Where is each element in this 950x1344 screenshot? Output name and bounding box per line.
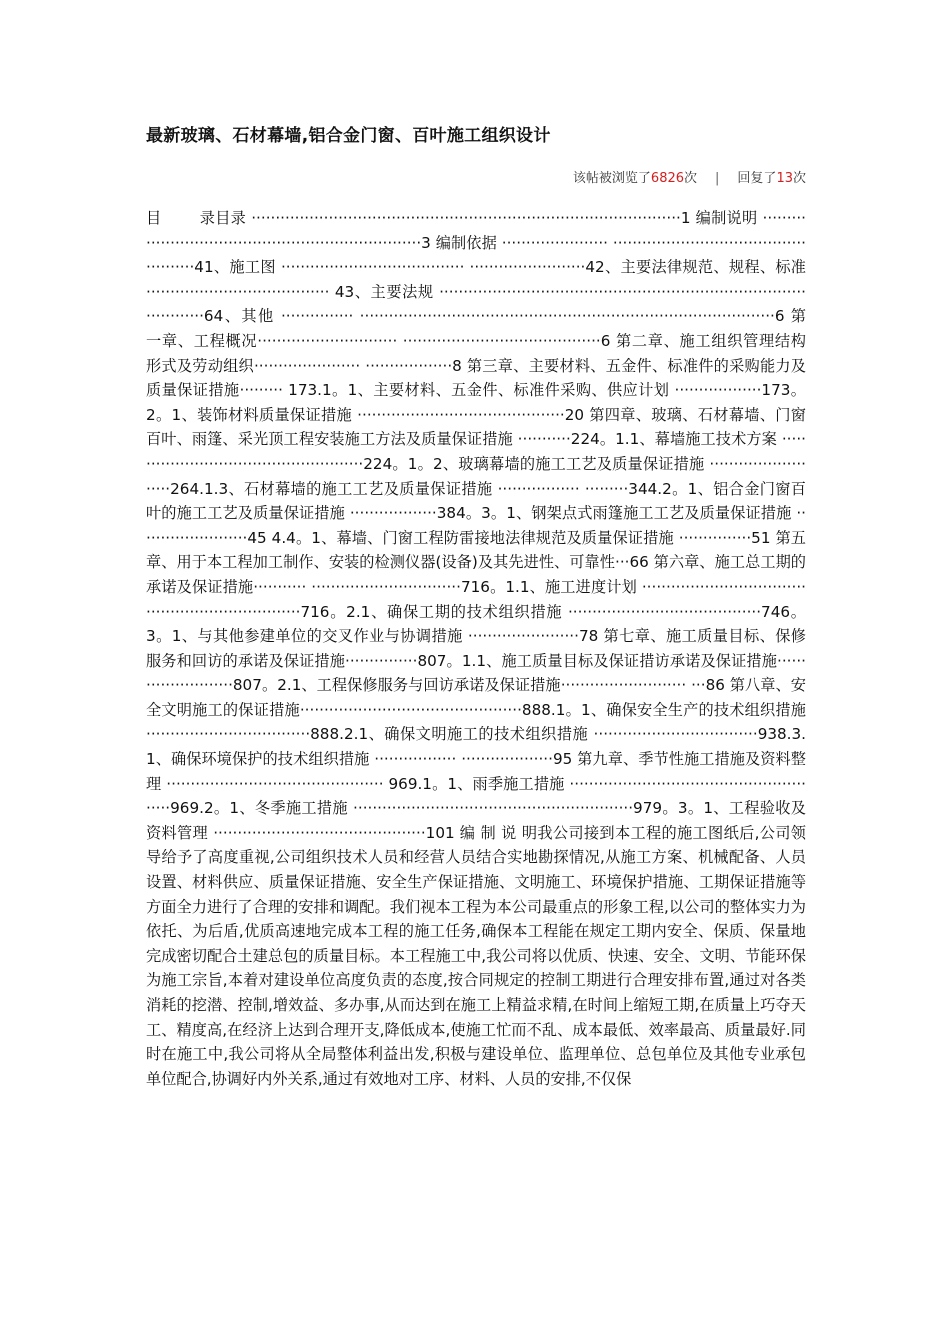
document-title: 最新玻璃、石材幕墙,铝合金门窗、百叶施工组织设计 bbox=[146, 126, 551, 146]
views-suffix: 次 bbox=[684, 171, 698, 186]
toc-label: 目 bbox=[146, 209, 162, 227]
replies-count: 13 bbox=[776, 171, 793, 186]
views-count: 6826 bbox=[650, 171, 685, 186]
document-page bbox=[146, 120, 806, 1091]
views-prefix: 该帖被浏览了 bbox=[572, 171, 651, 186]
replies-suffix: 次 bbox=[792, 171, 806, 186]
replies-prefix: 回复了 bbox=[737, 171, 777, 186]
body-text: 录目录 ·························································································1 编制说明 ··································································3 编制依据 ······················ ··················································41、施工图 ······································ ························42、主要法律规范、规程、标准 ······································ 43、主要法规 ························································································64、其他 ··············· ······················································································6 第一章、工程概况····························· ·········································6 第二章、施工组织管理结构形式及劳动组织······················ ··················8 第三章、主要材料、五金件、标准件的采购能力及质量保证措施········· 173.1。1、主要材料、五金件、标准件采购、供应计划 ··················173。2。1、装饰材料质量保证措施 ···········································20 第四章、玻璃、石材幕墙、门窗百叶、雨篷、采光顶工程安装施工方法及质量保证措施 ···········224。1.1、幕墙施工技术方案 ··················································224。1。2、玻璃幕墙的施工工艺及质量保证措施 ·························264.1.3、石材幕墙的施工工艺及质量保证措施 ················· ·········344.2。1、铝合金门窗百叶的施工工艺及质量保证措施 ··················384。3。1、钢架点式雨篷施工工艺及质量保证措施 ·······················45 4.4。1、幕墙、门窗工程防雷接地法律规范及质量保证措施 ···············51 第五章、用于本工程加工制作、安装的检测仪器(设备)及其先进性、可靠性···66 第六章、施工总工期的承诺及保证措施··········· ·······························716。1.1、施工进度计划 ··································································716。2.1、确保工期的技术组织措施 ········································746。3。1、与其他参建单位的交叉作业与协调措施 ·······················78 第七章、施工质量目标、保修服务和回访的承诺及保证措施···············807。1.1、施工质量目标及保证措访承诺及保证措施························807。2.1、工程保修服务与回访承诺及保证措施·························· ···86 第八章、安全文明施工的保证措施··············································888.1。1、确保安全生产的技术组织措施 ··································888.2.1、确保文明施工的技术组织措施 ··································938.3.1、确保环境保护的技术组织措施 ················· ···················95 第九章、季节性施工措施及资料整理 ············································· 969.1。1、雨季施工措施 ······················································969.2。1、冬季施工措施 ··························································979。3。1、工程验收及资料管理 ············································101 编 制 说 明我公司接到本工程的施工图纸后,公司领导给予了高度重视,公司组织技术人员和经营人员结合实地勘探情况,从施工方案、机械配备、人员设置、材料供应、质量保证措施、安全生产保证措施、文明施工、环境保护措施、工期保证措施等方面全力进行了合理的安排和调配。我们视本工程为本公司最重点的形象工程,以公司的整体实力为依托、为后盾,优质高速地完成本工程的施工任务,确保本工程能在规定工期内安全、保质、保量地完成密切配合土建总包的质量目标。本工程施工中,我公司将以优质、快速、安全、文明、节能环保为施工宗旨,本着对建设单位高度负责的态度,按合同规定的控制工期进行合理安排布置,通过对各类消耗的挖潜、控制,增效益、多办事,从而达到在施工上精益求精,在时间上缩短工期,在质量上巧夺天工、精度高,在经济上达到合理开支,降低成本,使施工忙而不乱、成本最低、效率最高、质量最好.同时在施工中,我公司将从全局整体利益出发,积极与建设单位、监理单位、总包单位及其他专业承包单位配合,协调好内外关系,通过有效地对工序、材料、人员的安排,不仅保 bbox=[146, 209, 807, 1088]
document-body bbox=[146, 206, 806, 1091]
stats-separator: | bbox=[715, 171, 720, 186]
post-stats bbox=[146, 166, 806, 192]
